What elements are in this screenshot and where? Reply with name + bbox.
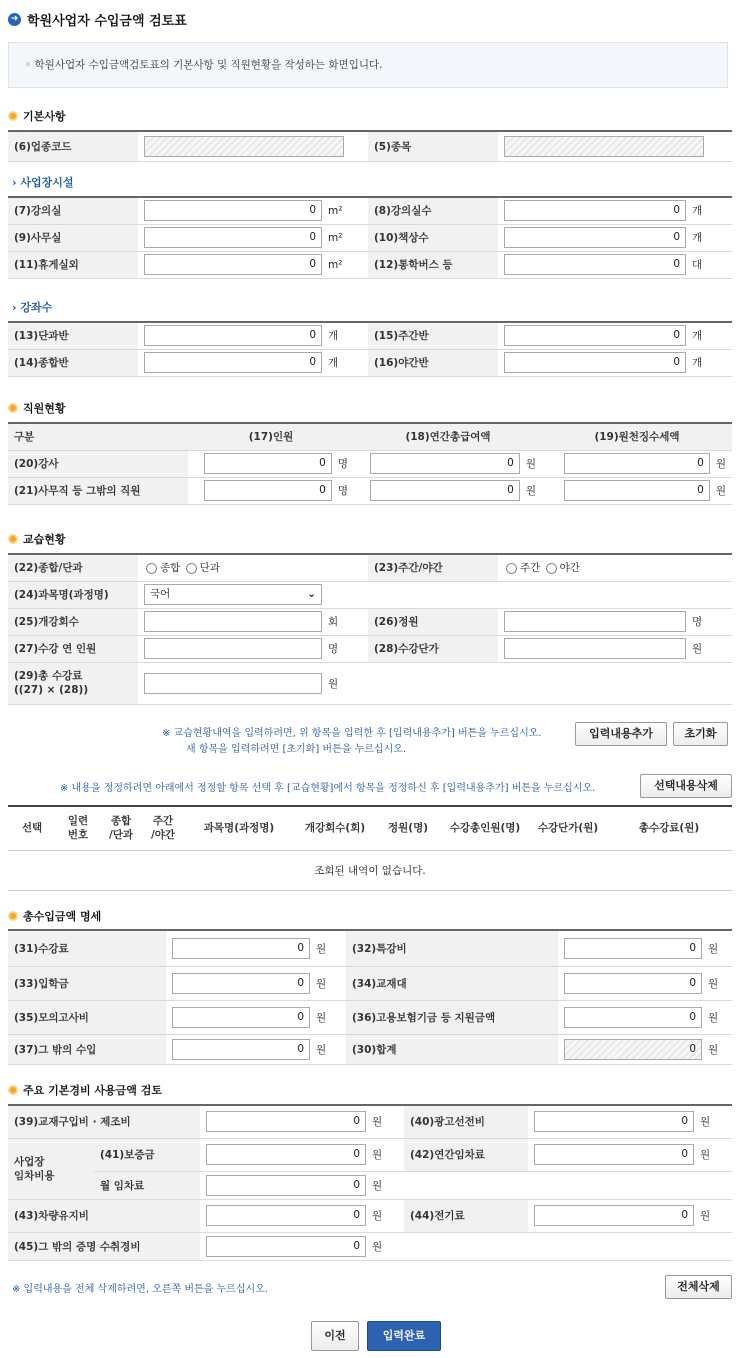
label: (34)교재대 <box>346 966 558 1000</box>
category-field <box>504 136 704 157</box>
staff-tax-input[interactable]: 0 <box>564 480 710 501</box>
radio-night[interactable] <box>546 563 557 574</box>
label: (22)종합/단과 <box>8 554 138 581</box>
label: (20)강사 <box>8 450 188 477</box>
label: (39)교재구입비 · 제조비 <box>8 1105 200 1138</box>
chevron-down-icon: ⌄ <box>307 588 316 600</box>
lecturer-tax-input[interactable]: 0 <box>564 453 710 474</box>
subsection-facility: › 사업장시설 <box>12 176 74 189</box>
section-income: 총수입금액 명세 <box>8 908 101 924</box>
section-staff: 직원현황 <box>8 400 66 416</box>
bullet-icon <box>8 534 18 544</box>
deposit-input[interactable]: 0 <box>206 1144 366 1165</box>
label: (15)주간반 <box>368 322 498 349</box>
teaching-table: (22)종합/단과 종합 단과 (23)주간/야간 주간 야간 (24)과목명(과정명) 국어 ⌄ (25)개강회수 회 (26)정원 명 (27)수강 연 인원 명 (28)수강단가 원 (29)총 수강료 ((27) × (28)) 원 <box>8 553 732 705</box>
label: (5)종목 <box>368 131 498 161</box>
prev-button[interactable]: 이전 <box>311 1321 359 1351</box>
entry-list-table: 선택 일련 번호 종합 /단과 주간 /야간 과목명(과정명) 개강회수(회) 정원(명) 수강총인원(명) 수강단가(원) 총수강료(원) 조회된 내역이 없습니다. <box>8 805 732 891</box>
label: (24)과목명(과정명) <box>8 581 138 608</box>
classroom-area-input[interactable]: 0 <box>144 200 322 221</box>
basic-table <box>8 130 732 162</box>
page-title: ➜ 학원사업자 수입금액 검토표 <box>8 10 187 29</box>
label: 월 임차료 <box>94 1171 200 1199</box>
delete-all-button[interactable]: 전체삭제 <box>665 1275 732 1299</box>
label: (26)정원 <box>368 608 498 635</box>
empty-message: 조회된 내역이 없습니다. <box>8 850 732 890</box>
label: (32)특강비 <box>346 930 558 966</box>
label: (42)연간임차료 <box>404 1138 528 1171</box>
sessions-input[interactable] <box>144 611 322 632</box>
label: (35)모의고사비 <box>8 1000 166 1034</box>
office-area-input[interactable]: 0 <box>144 227 322 248</box>
monthly-rent-input[interactable]: 0 <box>206 1175 366 1196</box>
label: (41)보증금 <box>94 1138 200 1171</box>
label: (27)수강 연 인원 <box>8 635 138 662</box>
bullet-icon <box>8 403 18 413</box>
income-total-field: 0 <box>564 1039 702 1060</box>
lecturer-salary-input[interactable]: 0 <box>370 453 520 474</box>
admission-fee-input[interactable]: 0 <box>172 973 310 994</box>
subsection-classes: › 강좌수 <box>12 301 53 314</box>
staff-salary-input[interactable]: 0 <box>370 480 520 501</box>
expense-table: (39)교재구입비 · 제조비 0 원 (40)광고선전비 0 원 사업장 임차비용 (41)보증금 0 원 (42)연간임차료 0 원 월 임차료 0 원 (43)차량유지비 0 원 (44)전기료 0 원 (45)그 밖의 증명 수취경비 0 원 <box>8 1104 732 1261</box>
income-table: (31)수강료 0 원 (32)특강비 0 원 (33)입학금 0 원 (34)교재대 0 원 (35)모의고사비 0 원 (36)고용보험기금 등 지원금액 0 원 (37)그 밖의 수입 0 원 (30)합계 0 원 <box>8 929 732 1065</box>
label: (8)강의실수 <box>368 197 498 224</box>
vehicle-input[interactable]: 0 <box>206 1205 366 1226</box>
label: (33)입학금 <box>8 966 166 1000</box>
capacity-input[interactable] <box>504 611 686 632</box>
info-box: ◦ 학원사업자 수입금액검토표의 기본사항 및 직원현황을 작성하는 화면입니다. <box>8 42 728 88</box>
subject-select[interactable]: 국어 ⌄ <box>144 584 322 605</box>
night-class-input[interactable]: 0 <box>504 352 686 373</box>
label: (29)총 수강료 ((27) × (28)) <box>8 662 138 704</box>
desk-count-input[interactable]: 0 <box>504 227 686 248</box>
add-entry-button[interactable]: 입력내용추가 <box>575 722 667 746</box>
annual-students-input[interactable] <box>144 638 322 659</box>
label: (30)합계 <box>346 1034 558 1064</box>
bus-count-input[interactable]: 0 <box>504 254 686 275</box>
section-expense: 주요 기본경비 사용금액 검토 <box>8 1082 162 1098</box>
label: (7)강의실 <box>8 197 138 224</box>
other-income-input[interactable]: 0 <box>172 1039 310 1060</box>
label: (9)사무실 <box>8 224 138 251</box>
label: (11)휴게실외 <box>8 251 138 278</box>
label: (21)사무직 등 그밖의 직원 <box>8 477 188 504</box>
delete-selected-button[interactable]: 선택내용삭제 <box>640 774 732 798</box>
submit-button[interactable]: 입력완료 <box>367 1321 441 1351</box>
unit-price-input[interactable] <box>504 638 686 659</box>
label: (14)종합반 <box>8 349 138 376</box>
single-class-input[interactable]: 0 <box>144 325 322 346</box>
combined-class-input[interactable]: 0 <box>144 352 322 373</box>
radio-combined[interactable] <box>146 563 157 574</box>
label: (16)야간반 <box>368 349 498 376</box>
classes-table: (13)단과반 0 개 (15)주간반 0 개 (14)종합반 0 개 (16)야간반 0 개 <box>8 321 732 377</box>
lounge-area-input[interactable]: 0 <box>144 254 322 275</box>
reset-button[interactable]: 초기화 <box>673 722 728 746</box>
special-lecture-input[interactable]: 0 <box>564 938 702 959</box>
bullet-icon <box>8 111 18 121</box>
advertising-input[interactable]: 0 <box>534 1111 694 1132</box>
rent-label: 사업장 임차비용 <box>8 1138 94 1199</box>
textbook-fee-input[interactable]: 0 <box>564 973 702 994</box>
label: (43)차량유지비 <box>8 1199 200 1232</box>
classroom-count-input[interactable]: 0 <box>504 200 686 221</box>
staff-table: 구분 (17)인원 (18)연간총급여액 (19)원천징수세액 (20)강사 0 명 0 원 0 원 (21)사무직 등 그밖의 직원 0 명 0 원 0 원 <box>8 422 732 505</box>
radio-single[interactable] <box>186 563 197 574</box>
radio-day[interactable] <box>506 563 517 574</box>
label: (31)수강료 <box>8 930 166 966</box>
facility-table: (7)강의실 0 m² (8)강의실수 0 개 (9)사무실 0 m² (10)책상수 0 개 (11)휴게실외 0 m² (12)통학버스 등 0 대 <box>8 196 732 279</box>
section-basic: 기본사항 <box>8 108 66 124</box>
lecturer-count-input[interactable]: 0 <box>204 453 332 474</box>
label: (6)업종코드 <box>8 131 138 161</box>
subsidy-input[interactable]: 0 <box>564 1007 702 1028</box>
day-class-input[interactable]: 0 <box>504 325 686 346</box>
label: (25)개강회수 <box>8 608 138 635</box>
annual-rent-input[interactable]: 0 <box>534 1144 694 1165</box>
label: (37)그 밖의 수입 <box>8 1034 166 1064</box>
section-teaching: 교습현황 <box>8 531 66 547</box>
staff-count-input[interactable]: 0 <box>204 480 332 501</box>
mock-exam-input[interactable]: 0 <box>172 1007 310 1028</box>
industry-code-field <box>144 136 344 157</box>
label: (13)단과반 <box>8 322 138 349</box>
label: (44)전기료 <box>404 1199 528 1232</box>
label: (45)그 밖의 증명 수취경비 <box>8 1232 200 1260</box>
textbook-purchase-input[interactable]: 0 <box>206 1111 366 1132</box>
label: (40)광고선전비 <box>404 1105 528 1138</box>
label: (28)수강단가 <box>368 635 498 662</box>
label: (10)책상수 <box>368 224 498 251</box>
label: (36)고용보험기금 등 지원금액 <box>346 1000 558 1034</box>
tuition-input[interactable]: 0 <box>172 938 310 959</box>
label: (23)주간/야간 <box>368 554 498 581</box>
bullet-icon <box>8 911 18 921</box>
other-expense-input[interactable]: 0 <box>206 1236 366 1257</box>
total-tuition-input[interactable] <box>144 673 322 694</box>
label: (12)통학버스 등 <box>368 251 498 278</box>
electricity-input[interactable]: 0 <box>534 1205 694 1226</box>
arrow-right-icon: ➜ <box>8 13 21 26</box>
bullet-icon <box>8 1085 18 1095</box>
